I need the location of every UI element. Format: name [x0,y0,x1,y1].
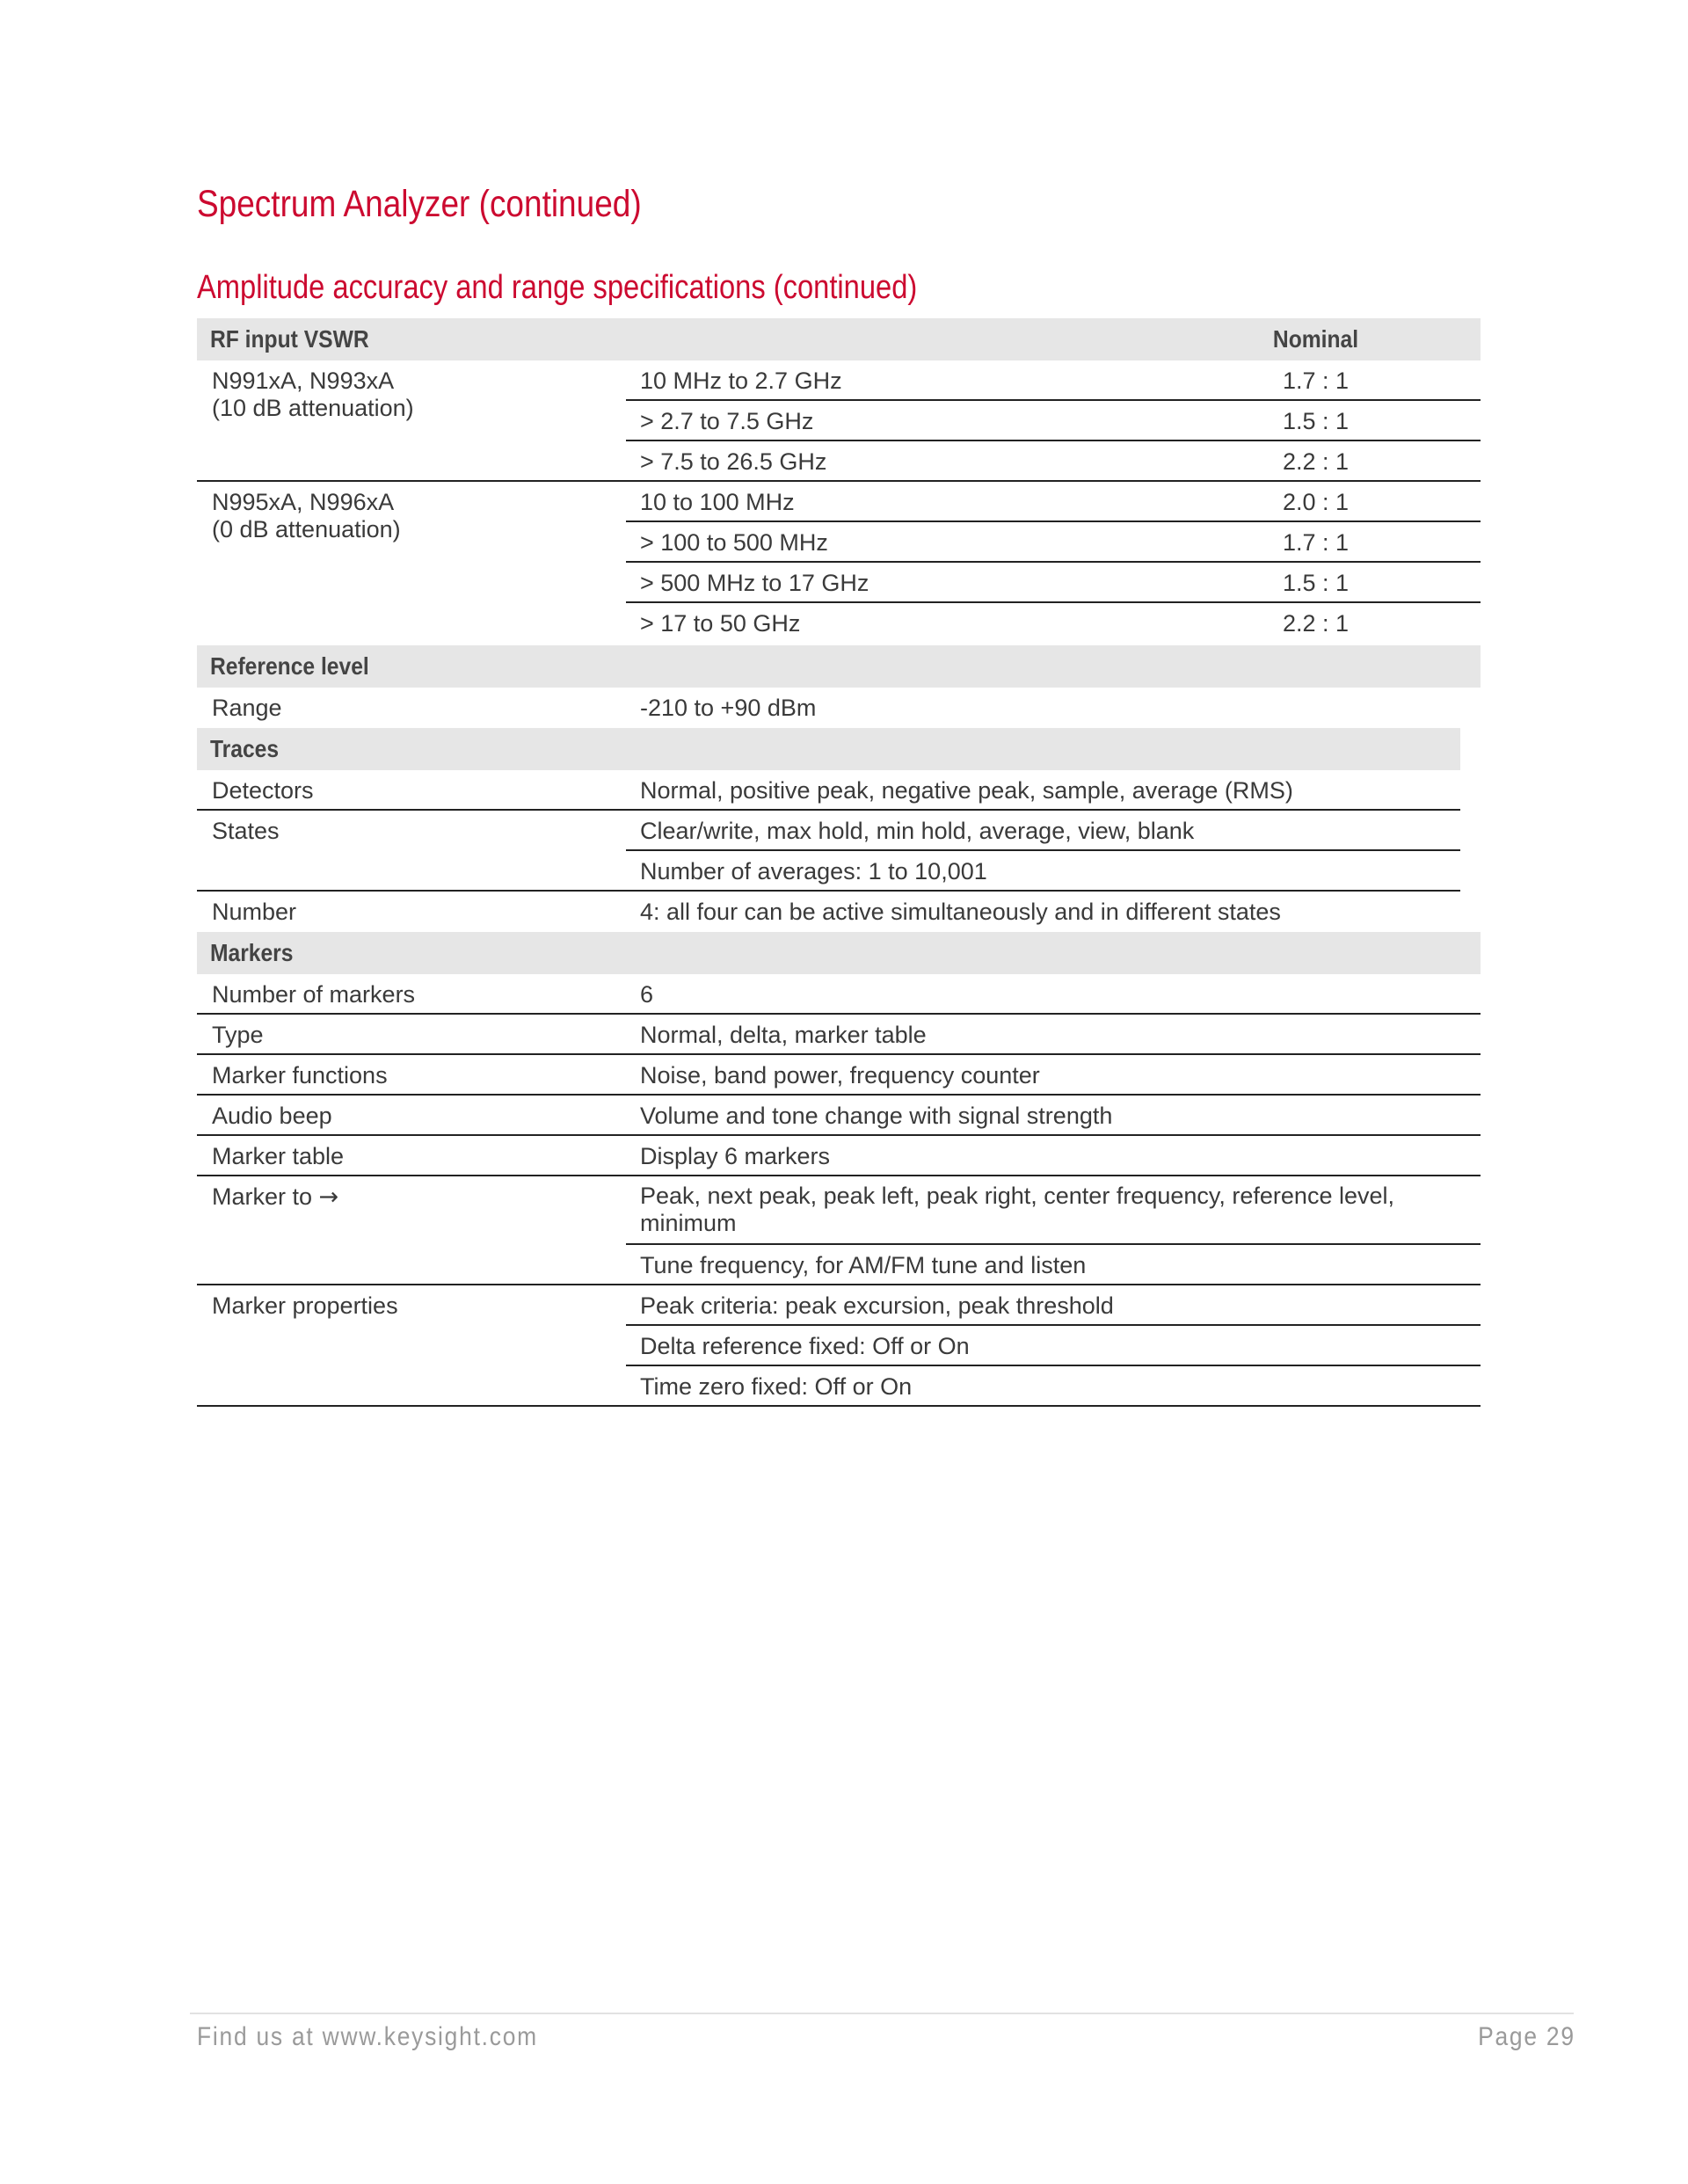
table-row [197,1176,1481,1245]
spec-table [197,318,1481,1407]
states-label: States [212,818,280,844]
table-row [197,974,1481,1015]
markers-header: Markers [209,939,294,966]
marker-count-value: 6 [640,981,654,1008]
table-row [197,770,1481,811]
table-row [197,516,1481,563]
marker-to-cell [197,1176,626,1218]
markers-header-row [197,932,1481,974]
vswr-group1-attenuation: (10 dB attenuation) [212,395,414,421]
vswr-value: 2.2 : 1 [1282,448,1350,475]
table-row [197,395,1481,441]
range-value: -210 to +90 dBm [640,695,817,721]
table-row [197,441,1481,482]
vswr-group1-model: N991xA, N993xA [212,368,395,394]
table-row [197,1326,1481,1366]
vswr-value: 1.7 : 1 [1282,368,1350,394]
marker-functions-value: Noise, band power, frequency counter [640,1062,1040,1088]
vswr-value: 1.7 : 1 [1282,529,1350,556]
marker-to-value: Peak, next peak, peak left, peak right, center frequency, reference level, minimum [640,1183,1394,1236]
table-row [197,1366,1481,1407]
reference-level-header: Reference level [209,652,369,680]
traces-header-row [197,728,1460,770]
table-row [197,1096,1481,1136]
vswr-value: 1.5 : 1 [1282,408,1350,434]
traces-header: Traces [209,735,280,762]
table-row [197,811,1481,851]
detectors-label: Detectors [212,777,314,804]
vswr-range: > 17 to 50 GHz [640,610,801,637]
vswr-group2-attenuation: (0 dB attenuation) [212,516,401,542]
vswr-range: > 2.7 to 7.5 GHz [640,408,814,434]
table-row [197,851,1481,892]
marker-functions-label: Marker functions [212,1062,388,1088]
page-title: Spectrum Analyzer (continued) [197,183,642,225]
marker-type-value: Normal, delta, marker table [640,1022,927,1048]
states-value: Number of averages: 1 to 10,001 [640,858,987,885]
vswr-range: > 500 MHz to 17 GHz [640,570,869,596]
table-row [197,1136,1481,1176]
marker-properties-value: Peak criteria: peak excursion, peak threshold [640,1292,1114,1319]
section-title: Amplitude accuracy and range specifications (continued) [197,269,918,306]
table-row [197,603,1481,645]
audio-beep-value: Volume and tone change with signal strength [640,1103,1113,1129]
nominal-header: Nominal [1272,325,1359,353]
marker-properties-value: Time zero fixed: Off or On [640,1373,913,1400]
marker-count-label: Number of markers [212,981,416,1008]
vswr-value: 2.0 : 1 [1282,489,1350,515]
range-label: Range [212,695,282,721]
vswr-header: RF input VSWR [209,325,369,353]
reference-level-header-row [197,645,1481,688]
marker-type-label: Type [212,1022,264,1048]
marker-to-value: Tune frequency, for AM/FM tune and listen [640,1252,1087,1278]
vswr-range: > 100 to 500 MHz [640,529,828,556]
number-label: Number [212,899,297,925]
vswr-value: 1.5 : 1 [1282,570,1350,596]
table-row [197,688,1481,728]
detectors-value: Normal, positive peak, negative peak, sample, average (RMS) [640,777,1293,804]
vswr-range: 10 MHz to 2.7 GHz [640,368,842,394]
right-arrow-icon: → [318,1183,339,1211]
table-row [197,1285,1481,1326]
vswr-value: 2.2 : 1 [1282,610,1350,637]
audio-beep-label: Audio beep [212,1103,332,1129]
marker-properties-label: Marker properties [212,1292,398,1319]
footer-website: Find us at www.keysight.com [197,2022,538,2051]
number-value: 4: all four can be active simultaneously and in different states [640,899,1281,925]
table-row [197,563,1481,603]
table-row [197,1055,1481,1096]
marker-to-label: Marker to [212,1183,313,1210]
marker-table-value: Display 6 markers [640,1143,831,1169]
vswr-header-row [197,318,1481,360]
table-row [197,892,1481,932]
footer-divider [190,2013,1574,2014]
page-number: Page 29 [1478,2022,1575,2051]
table-row [197,1015,1481,1055]
marker-properties-value: Delta reference fixed: Off or On [640,1333,970,1359]
vswr-range: > 7.5 to 26.5 GHz [640,448,827,475]
states-value: Clear/write, max hold, min hold, average, view, blank [640,818,1195,844]
table-row [197,1245,1481,1285]
marker-table-label: Marker table [212,1143,345,1169]
vswr-group2-model: N995xA, N996xA [212,489,395,515]
vswr-range: 10 to 100 MHz [640,489,795,515]
